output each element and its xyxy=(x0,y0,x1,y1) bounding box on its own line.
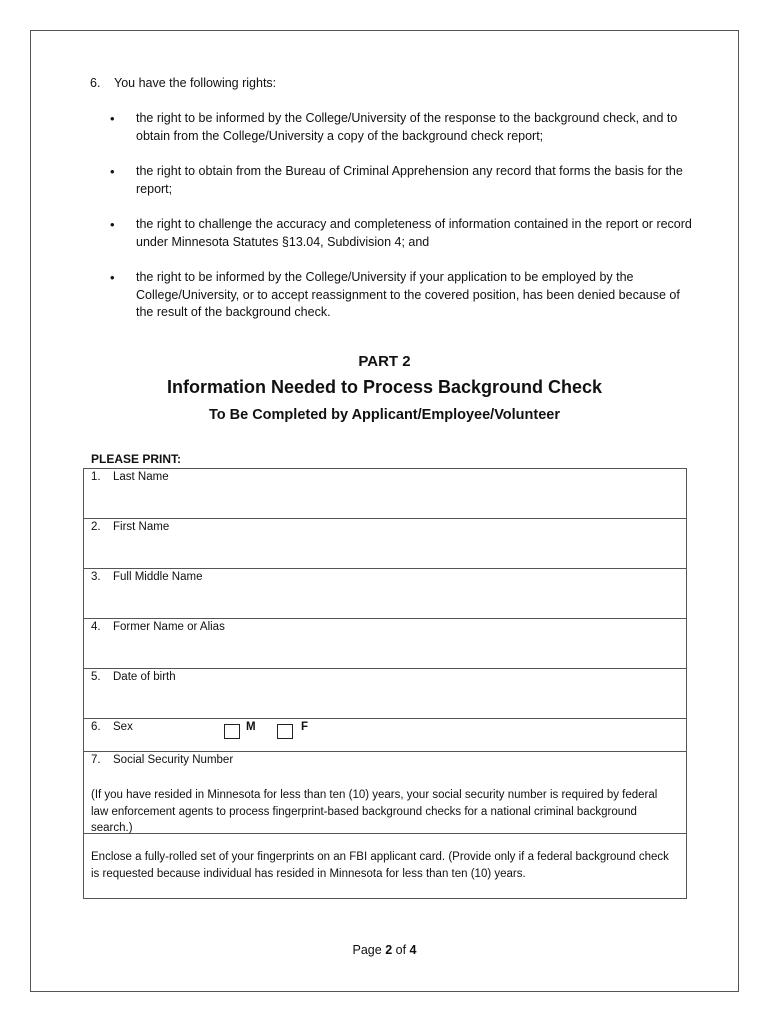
field-number: 6. xyxy=(91,721,101,733)
field-label xyxy=(91,471,169,483)
rights-number: 6. xyxy=(90,76,101,90)
sex-field xyxy=(84,719,686,752)
field-label xyxy=(91,671,176,683)
ssn-note: (If you have resided in Minnesota for less than ten (10) years, your social security number is required by federal law enforcement agents to process fingerprint-based background checks for a national criminal background search.) xyxy=(91,789,658,834)
field-number: 1. xyxy=(91,471,101,483)
bullet-icon: • xyxy=(110,111,115,126)
date-of-birth-field[interactable] xyxy=(84,669,686,719)
rights-item-text: the right to challenge the accuracy and completeness of information contained in the report or record under Minnesota Statutes §13.04, Subdivision 4; and xyxy=(136,217,692,249)
bullet-icon: • xyxy=(110,164,115,179)
current-page: 2 xyxy=(385,943,393,957)
page-title: Information Needed to Process Background Check xyxy=(166,377,603,397)
middle-name-field[interactable] xyxy=(84,569,686,619)
sex-male-checkbox[interactable] xyxy=(224,724,240,739)
field-label-text: Former Name or Alias xyxy=(113,621,225,633)
field-number: 7. xyxy=(91,754,101,766)
page-word: Page xyxy=(352,943,382,957)
rights-list-item xyxy=(110,163,695,198)
field-number: 2. xyxy=(91,521,101,533)
bullet-icon: • xyxy=(110,270,115,285)
of-word: of xyxy=(395,943,407,957)
field-label xyxy=(91,621,225,633)
field-label xyxy=(91,754,233,766)
rights-list xyxy=(110,110,695,322)
rights-item-text: the right to be informed by the College/University if your application to be employed by the College/University, or to accept reassignment to the covered position, has been denied because of the result of the background check. xyxy=(136,270,680,319)
field-number: 3. xyxy=(91,571,101,583)
field-label xyxy=(91,721,133,733)
field-label-text: Date of birth xyxy=(113,671,176,683)
field-label-text: Social Security Number xyxy=(113,754,234,766)
rights-list-item xyxy=(110,110,695,145)
field-label-text: Sex xyxy=(113,721,133,733)
fingerprint-note: Enclose a fully-rolled set of your fingerprints on an FBI applicant card. (Provide only if a federal background check is requested because individual has resided in Minnesota for less than ten (10) years. xyxy=(91,851,669,880)
ssn-field[interactable] xyxy=(84,752,686,834)
first-name-field[interactable] xyxy=(84,519,686,569)
rights-heading xyxy=(90,75,276,92)
sex-male-label: M xyxy=(246,721,256,733)
bullet-icon: • xyxy=(110,217,115,232)
applicant-form-table xyxy=(83,468,687,899)
field-number: 5. xyxy=(91,671,101,683)
sex-female-label: F xyxy=(301,721,309,733)
field-label xyxy=(91,571,202,583)
sex-female-checkbox[interactable] xyxy=(277,724,293,739)
field-number: 4. xyxy=(91,621,101,633)
part-label: PART 2 xyxy=(358,353,411,370)
rights-item-text: the right to obtain from the Bureau of Criminal Apprehension any record that forms the basis for the report; xyxy=(136,164,683,196)
page-subtitle: To Be Completed by Applicant/Employee/Volunteer xyxy=(208,407,560,423)
rights-list-item xyxy=(110,216,695,251)
field-label-text: Last Name xyxy=(113,471,169,483)
field-label-text: Full Middle Name xyxy=(113,571,203,583)
last-name-field[interactable] xyxy=(84,469,686,519)
rights-heading-text: You have the following rights: xyxy=(114,76,277,90)
field-label-text: First Name xyxy=(113,521,170,533)
please-print-label: PLEASE PRINT: xyxy=(91,452,182,466)
total-pages: 4 xyxy=(409,943,417,957)
fingerprint-row xyxy=(84,834,686,898)
page-number xyxy=(30,943,739,957)
alias-field[interactable] xyxy=(84,619,686,669)
rights-item-text: the right to be informed by the College/University of the response to the background check, and to obtain from the College/University a copy of the background check report; xyxy=(136,111,678,143)
rights-list-item xyxy=(110,269,695,322)
field-label xyxy=(91,521,169,533)
